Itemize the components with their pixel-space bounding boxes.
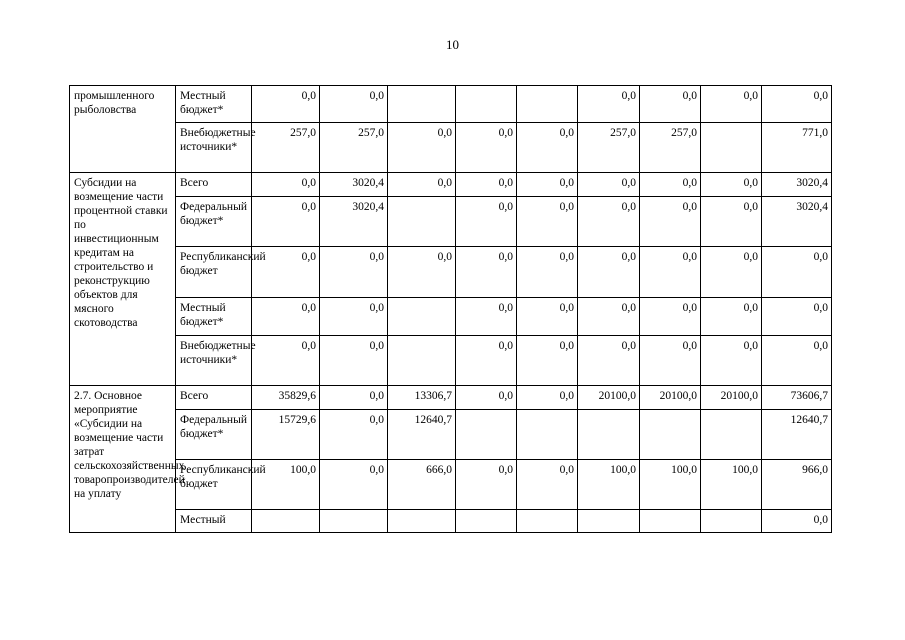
value-cell: 3020,4: [320, 197, 388, 247]
funding-source-cell: Республиканский бюджет: [176, 460, 252, 510]
table-row: [70, 298, 832, 336]
value-cell: [517, 86, 578, 123]
value-cell: 0,0: [517, 123, 578, 173]
measure-cell: Субсидии на возмещение части процентной ставки по инвестиционным кредитам на строительство и реконструкцию объектов для мясного скотоводства: [70, 173, 176, 386]
value-cell: 0,0: [578, 86, 640, 123]
table-row: [70, 386, 832, 410]
value-cell: 3020,4: [320, 173, 388, 197]
value-cell: 257,0: [578, 123, 640, 173]
value-cell: 0,0: [388, 173, 456, 197]
value-cell: 0,0: [701, 173, 762, 197]
table-row: [70, 123, 832, 173]
value-cell: 0,0: [701, 298, 762, 336]
value-cell: 0,0: [517, 460, 578, 510]
value-cell: 0,0: [456, 123, 517, 173]
table-row: [70, 173, 832, 197]
value-cell: 0,0: [517, 298, 578, 336]
measure-cell: промышленного рыболовства: [70, 86, 176, 173]
value-cell: 0,0: [456, 460, 517, 510]
table-body: [70, 86, 832, 533]
table-row: [70, 336, 832, 386]
value-cell: 257,0: [252, 123, 320, 173]
value-cell: 0,0: [320, 86, 388, 123]
value-cell: [252, 510, 320, 533]
value-cell: 0,0: [640, 298, 701, 336]
value-cell: 0,0: [252, 86, 320, 123]
value-cell: 20100,0: [701, 386, 762, 410]
value-cell: 12640,7: [762, 410, 832, 460]
value-cell: 12640,7: [388, 410, 456, 460]
value-cell: 0,0: [762, 247, 832, 298]
value-cell: 0,0: [578, 336, 640, 386]
value-cell: [517, 510, 578, 533]
value-cell: 100,0: [578, 460, 640, 510]
value-cell: 100,0: [701, 460, 762, 510]
value-cell: [578, 410, 640, 460]
funding-source-cell: Внебюджетные источники*: [176, 123, 252, 173]
value-cell: 0,0: [640, 197, 701, 247]
value-cell: 100,0: [640, 460, 701, 510]
value-cell: 0,0: [701, 197, 762, 247]
value-cell: 20100,0: [640, 386, 701, 410]
value-cell: [388, 336, 456, 386]
value-cell: 0,0: [762, 336, 832, 386]
value-cell: 0,0: [517, 173, 578, 197]
table-row: [70, 510, 832, 533]
value-cell: 0,0: [252, 173, 320, 197]
funding-source-cell: Республиканский бюджет: [176, 247, 252, 298]
value-cell: 966,0: [762, 460, 832, 510]
value-cell: 0,0: [578, 173, 640, 197]
value-cell: 0,0: [762, 86, 832, 123]
value-cell: [456, 410, 517, 460]
value-cell: [388, 197, 456, 247]
value-cell: 0,0: [320, 410, 388, 460]
value-cell: 100,0: [252, 460, 320, 510]
funding-source-cell: Местный бюджет*: [176, 86, 252, 123]
value-cell: 0,0: [640, 173, 701, 197]
value-cell: [517, 410, 578, 460]
value-cell: [456, 86, 517, 123]
value-cell: 771,0: [762, 123, 832, 173]
budget-table: [69, 85, 832, 533]
value-cell: 0,0: [578, 197, 640, 247]
funding-source-cell: Федеральный бюджет*: [176, 197, 252, 247]
value-cell: [701, 510, 762, 533]
value-cell: 0,0: [517, 336, 578, 386]
value-cell: 0,0: [517, 197, 578, 247]
table-row: [70, 86, 832, 123]
value-cell: 0,0: [578, 298, 640, 336]
value-cell: [456, 510, 517, 533]
page-number: 10: [446, 37, 459, 52]
value-cell: [640, 510, 701, 533]
value-cell: 0,0: [388, 247, 456, 298]
value-cell: 0,0: [640, 86, 701, 123]
value-cell: 3020,4: [762, 197, 832, 247]
value-cell: [388, 298, 456, 336]
value-cell: 0,0: [252, 298, 320, 336]
value-cell: 0,0: [456, 336, 517, 386]
value-cell: [578, 510, 640, 533]
value-cell: 0,0: [762, 298, 832, 336]
value-cell: 0,0: [320, 386, 388, 410]
value-cell: 0,0: [640, 247, 701, 298]
funding-source-cell: Внебюджетные источники*: [176, 336, 252, 386]
table-row: [70, 197, 832, 247]
value-cell: 0,0: [456, 386, 517, 410]
value-cell: 0,0: [456, 173, 517, 197]
value-cell: 35829,6: [252, 386, 320, 410]
measure-cell: 2.7. Основное мероприятие «Субсидии на возмещение части затрат сельскохозяйственных товаропроизводителей на уплату: [70, 386, 176, 533]
funding-source-cell: Всего: [176, 173, 252, 197]
value-cell: 0,0: [320, 460, 388, 510]
value-cell: 0,0: [456, 197, 517, 247]
value-cell: 0,0: [578, 247, 640, 298]
value-cell: 0,0: [517, 386, 578, 410]
value-cell: [701, 410, 762, 460]
value-cell: 0,0: [388, 123, 456, 173]
value-cell: 0,0: [701, 336, 762, 386]
value-cell: 0,0: [762, 510, 832, 533]
value-cell: 0,0: [320, 247, 388, 298]
value-cell: 0,0: [456, 247, 517, 298]
value-cell: 0,0: [456, 298, 517, 336]
value-cell: 0,0: [252, 197, 320, 247]
value-cell: 20100,0: [578, 386, 640, 410]
value-cell: 13306,7: [388, 386, 456, 410]
value-cell: [388, 86, 456, 123]
value-cell: 0,0: [320, 336, 388, 386]
value-cell: 0,0: [701, 247, 762, 298]
value-cell: 666,0: [388, 460, 456, 510]
value-cell: 0,0: [640, 336, 701, 386]
funding-source-cell: Всего: [176, 386, 252, 410]
funding-source-cell: Местный бюджет*: [176, 298, 252, 336]
value-cell: 0,0: [517, 247, 578, 298]
value-cell: [640, 410, 701, 460]
value-cell: 3020,4: [762, 173, 832, 197]
value-cell: 257,0: [320, 123, 388, 173]
funding-source-cell: Федеральный бюджет*: [176, 410, 252, 460]
value-cell: 0,0: [320, 298, 388, 336]
value-cell: 15729,6: [252, 410, 320, 460]
value-cell: 0,0: [252, 336, 320, 386]
table-row: [70, 460, 832, 510]
value-cell: 0,0: [701, 86, 762, 123]
table-row: [70, 247, 832, 298]
value-cell: [701, 123, 762, 173]
value-cell: [320, 510, 388, 533]
table-row: [70, 410, 832, 460]
value-cell: [388, 510, 456, 533]
value-cell: 0,0: [252, 247, 320, 298]
value-cell: 73606,7: [762, 386, 832, 410]
value-cell: 257,0: [640, 123, 701, 173]
funding-source-cell: Местный: [176, 510, 252, 533]
